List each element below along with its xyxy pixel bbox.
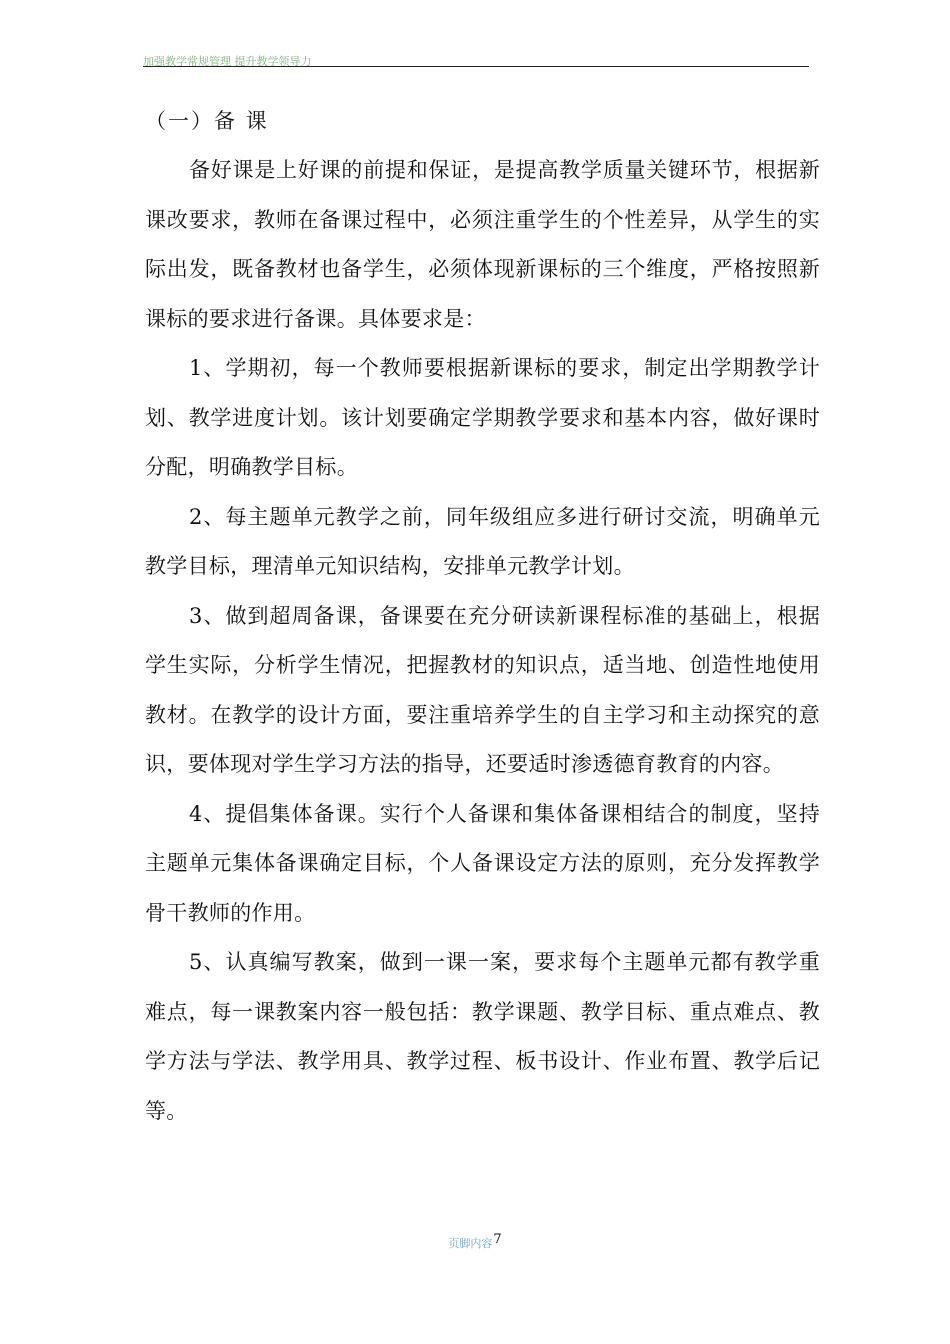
- header-divider: [143, 66, 809, 67]
- footer-label: 页脚内容: [448, 1237, 493, 1250]
- paragraph-item-5: 5、认真编写教案，做到一课一案，要求每个主题单元都有教学重难点，每一课教案内容一般包括：教学课题、教学目标、重点难点、教学方法与学法、教学用具、教学过程、板书设计、作业布置、教学后记等。: [145, 950, 820, 1123]
- paragraph-item-1: 1、学期初，每一个教师要根据新课标的要求，制定出学期教学计划、教学进度计划。该计划要确定学期教学要求和基本内容，做好课时分配，明确教学目标。: [145, 356, 820, 479]
- header-text: 加强教学常规管理 提升教学领导力: [143, 55, 312, 68]
- paragraph-item-2: 2、每主题单元教学之前，同年级组应多进行研讨交流，明确单元教学目标，理清单元知识结构，安排单元教学计划。: [145, 504, 820, 578]
- main-content: [145, 96, 820, 1136]
- paragraph-item-3: 3、做到超周备课，备课要在充分研读新课程标准的基础上，根据学生实际，分析学生情况，把握教材的知识点，适当地、创造性地使用教材。在教学的设计方面，要注重培养学生的自主学习和主动探究的意识，要体现对学生学习方法的指导，还要适时渗透德育教育的内容。: [145, 603, 820, 776]
- page-footer: [0, 1232, 950, 1251]
- paragraph-intro: 备好课是上好课的前提和保证，是提高教学质量关键环节，根据新课改要求，教师在备课过程中，必须注重学生的个性差异，从学生的实际出发，既备教材也备学生，必须体现新课标的三个维度，严格按照新课标的要求进行备课。具体要求是：: [145, 158, 820, 331]
- page-header: [143, 56, 809, 68]
- paragraph-item-4: 4、提倡集体备课。实行个人备课和集体备课相结合的制度，坚持主题单元集体备课确定目标，个人备课设定方法的原则，充分发挥教学骨干教师的作用。: [145, 801, 820, 925]
- page-number: 7: [493, 1232, 502, 1247]
- section-title: （一）备 课: [145, 109, 269, 133]
